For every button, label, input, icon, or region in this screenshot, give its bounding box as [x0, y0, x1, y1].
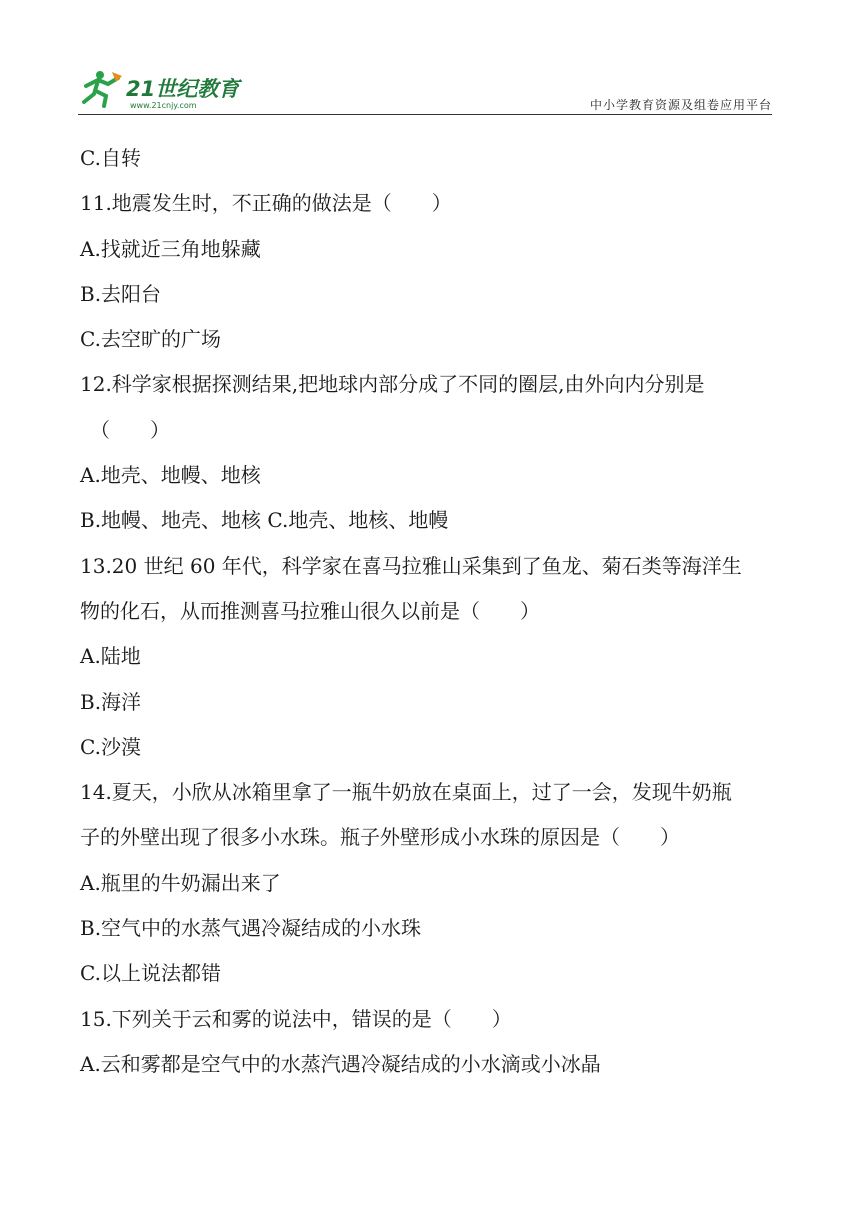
- option-a: A.地壳、地幔、地核: [80, 463, 261, 488]
- header-divider: [78, 114, 772, 115]
- question-11: 11.地震发生时，不正确的做法是（ ）: [80, 191, 452, 216]
- option-a: A.云和雾都是空气中的水蒸汽遇冷凝结成的小水滴或小冰晶: [80, 1051, 601, 1076]
- runner-icon: [84, 71, 122, 106]
- option-a: A.瓶里的牛奶漏出来了: [80, 870, 281, 895]
- question-14: 14.夏天，小欣从冰箱里拿了一瓶牛奶放在桌面上，过了一会，发现牛奶瓶: [80, 780, 732, 805]
- logo-subtext: www.21cnjy.com: [130, 101, 197, 110]
- option-c: C.去空旷的广场: [80, 327, 221, 352]
- question-13: 13.20 世纪 60 年代，科学家在喜马拉雅山采集到了鱼龙、菊石类等海洋生: [80, 553, 742, 578]
- question-15: 15.下列关于云和雾的说法中，错误的是（ ）: [80, 1006, 512, 1031]
- text-line: C.自转: [80, 146, 141, 170]
- option-b: B.去阳台: [80, 281, 162, 306]
- question-13-continued: 物的化石，从而推测喜马拉雅山很久以前是（ ）: [80, 598, 540, 623]
- option-b-c: B.地幔、地壳、地核 C.地壳、地核、地幔: [80, 508, 449, 533]
- question-content: [80, 136, 780, 1087]
- option-c: C.以上说法都错: [80, 961, 221, 986]
- option-a: A.找就近三角地躲藏: [80, 236, 261, 261]
- logo-text: 21世纪教育: [126, 77, 240, 101]
- page-header: [78, 66, 772, 116]
- question-12: 12.科学家根据探测结果,把地球内部分成了不同的圈层,由外向内分别是: [80, 372, 705, 397]
- option-b: B.空气中的水蒸气遇冷凝结成的小水珠: [80, 916, 422, 941]
- option-b: B.海洋: [80, 689, 142, 714]
- platform-name: 中小学教育资源及组卷应用平台: [589, 98, 772, 112]
- option-a: A.陆地: [80, 644, 141, 669]
- option-c: C.沙漠: [80, 734, 141, 759]
- question-12-continued: （ ）: [90, 417, 170, 442]
- logo: [78, 66, 258, 112]
- question-14-continued: 子的外壁出现了很多小水珠。瓶子外壁形成小水珠的原因是（ ）: [80, 825, 680, 850]
